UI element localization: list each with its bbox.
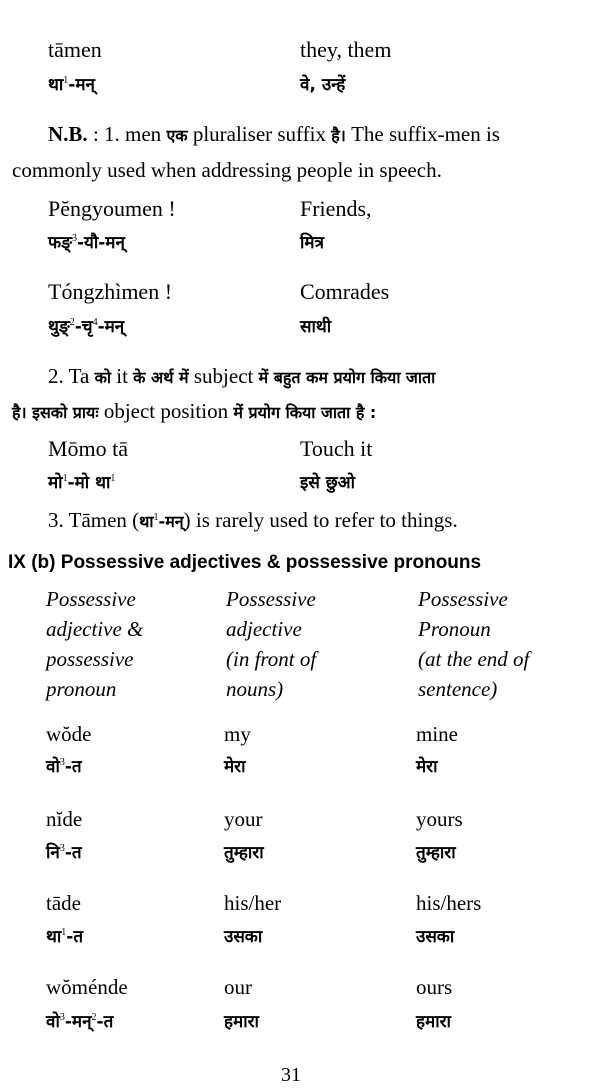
row-1-pronoun: mine (416, 722, 458, 746)
row-3-adjective-hindi: उसका (224, 927, 263, 947)
hindi-momo: इसे छुओ (300, 473, 356, 493)
meaning-pengyoumen: Friends, (300, 196, 372, 221)
devanagari-pengyoumen: फङ्$^3$-यौ-मन् (48, 233, 125, 253)
meaning-tamen: they, them (300, 37, 392, 62)
hindi-tamen: वे, उन्हें (300, 75, 346, 95)
devanagari-tamen: था$^1$-मन् (48, 75, 95, 95)
page-number: 31 (281, 1064, 301, 1086)
note2-line-2: है। इसको प्रायः object position में प्रयोग किया जाता है : (12, 399, 377, 423)
row-3-pronoun-hindi: उसका (416, 927, 455, 947)
meaning-tongzhimen: Comrades (300, 279, 390, 304)
row-1-adjective-hindi: मेरा (224, 757, 246, 777)
row-1-devanagari: वो$^3$-त (46, 757, 82, 777)
column-header-3: Possessive Pronoun (at the end of sentence) (418, 587, 530, 701)
row-2-adjective-hindi: तुम्हारा (224, 843, 264, 863)
hindi-pengyoumen: मित्र (300, 233, 324, 253)
row-2-adjective: your (224, 807, 263, 831)
row-4-adjective-hindi: हमारा (224, 1012, 259, 1032)
row-1-pinyin: wŏde (46, 722, 92, 746)
row-2-pinyin: nĭde (46, 807, 83, 831)
row-4-devanagari: वो$^3$-मन्$^2$-त (46, 1012, 114, 1032)
row-4-adjective: our (224, 975, 252, 999)
note3-line: 3. Tāmen (था$^1$-मन्) is rarely used to refer to things. (48, 508, 458, 532)
pinyin-momo: Mōmo tā (48, 436, 129, 461)
row-4-pronoun-hindi: हमारा (416, 1012, 451, 1032)
meaning-momo: Touch it (300, 436, 373, 461)
column-header-2: Possessive adjective (in front of nouns) (226, 587, 317, 701)
section-heading: IX (b) Possessive adjectives & possessive pronouns (8, 552, 482, 573)
pinyin-tamen: tāmen (48, 37, 102, 62)
row-1-adjective: my (224, 722, 251, 746)
row-4-pronoun: ours (416, 975, 453, 999)
devanagari-tongzhimen: थुङ्$^2$-चृ$^4$-मन् (48, 317, 125, 337)
row-2-pronoun-hindi: तुम्हारा (416, 843, 456, 863)
pinyin-tongzhimen: Tóngzhìmen ! (48, 279, 173, 304)
row-3-pronoun: his/hers (416, 891, 482, 915)
note2-line-1: 2. Ta को it के अर्थ में subject में बहुत कम प्रयोग किया जाता (48, 364, 436, 388)
row-3-adjective: his/her (224, 891, 282, 915)
row-2-pronoun: yours (416, 807, 463, 831)
pinyin-pengyoumen: Pĕngyoumen ! (48, 196, 176, 221)
row-2-devanagari: नि$^3$-त (46, 843, 82, 863)
row-4-pinyin: wŏménde (46, 975, 128, 999)
devanagari-momo: मो$^1$-मो था$^1$ (48, 473, 116, 493)
row-1-pronoun-hindi: मेरा (416, 757, 438, 777)
nb-line-2: commonly used when addressing people in speech. (12, 158, 442, 182)
row-3-pinyin: tāde (46, 891, 81, 915)
row-3-devanagari: था$^1$-त (46, 927, 84, 947)
nb-line-1: N.B. : 1. men एक pluraliser suffix है। The suffix-men is (48, 122, 500, 146)
hindi-tongzhimen: साथी (300, 317, 332, 337)
column-header-1: Possessive adjective & possessive pronoun (46, 587, 144, 701)
